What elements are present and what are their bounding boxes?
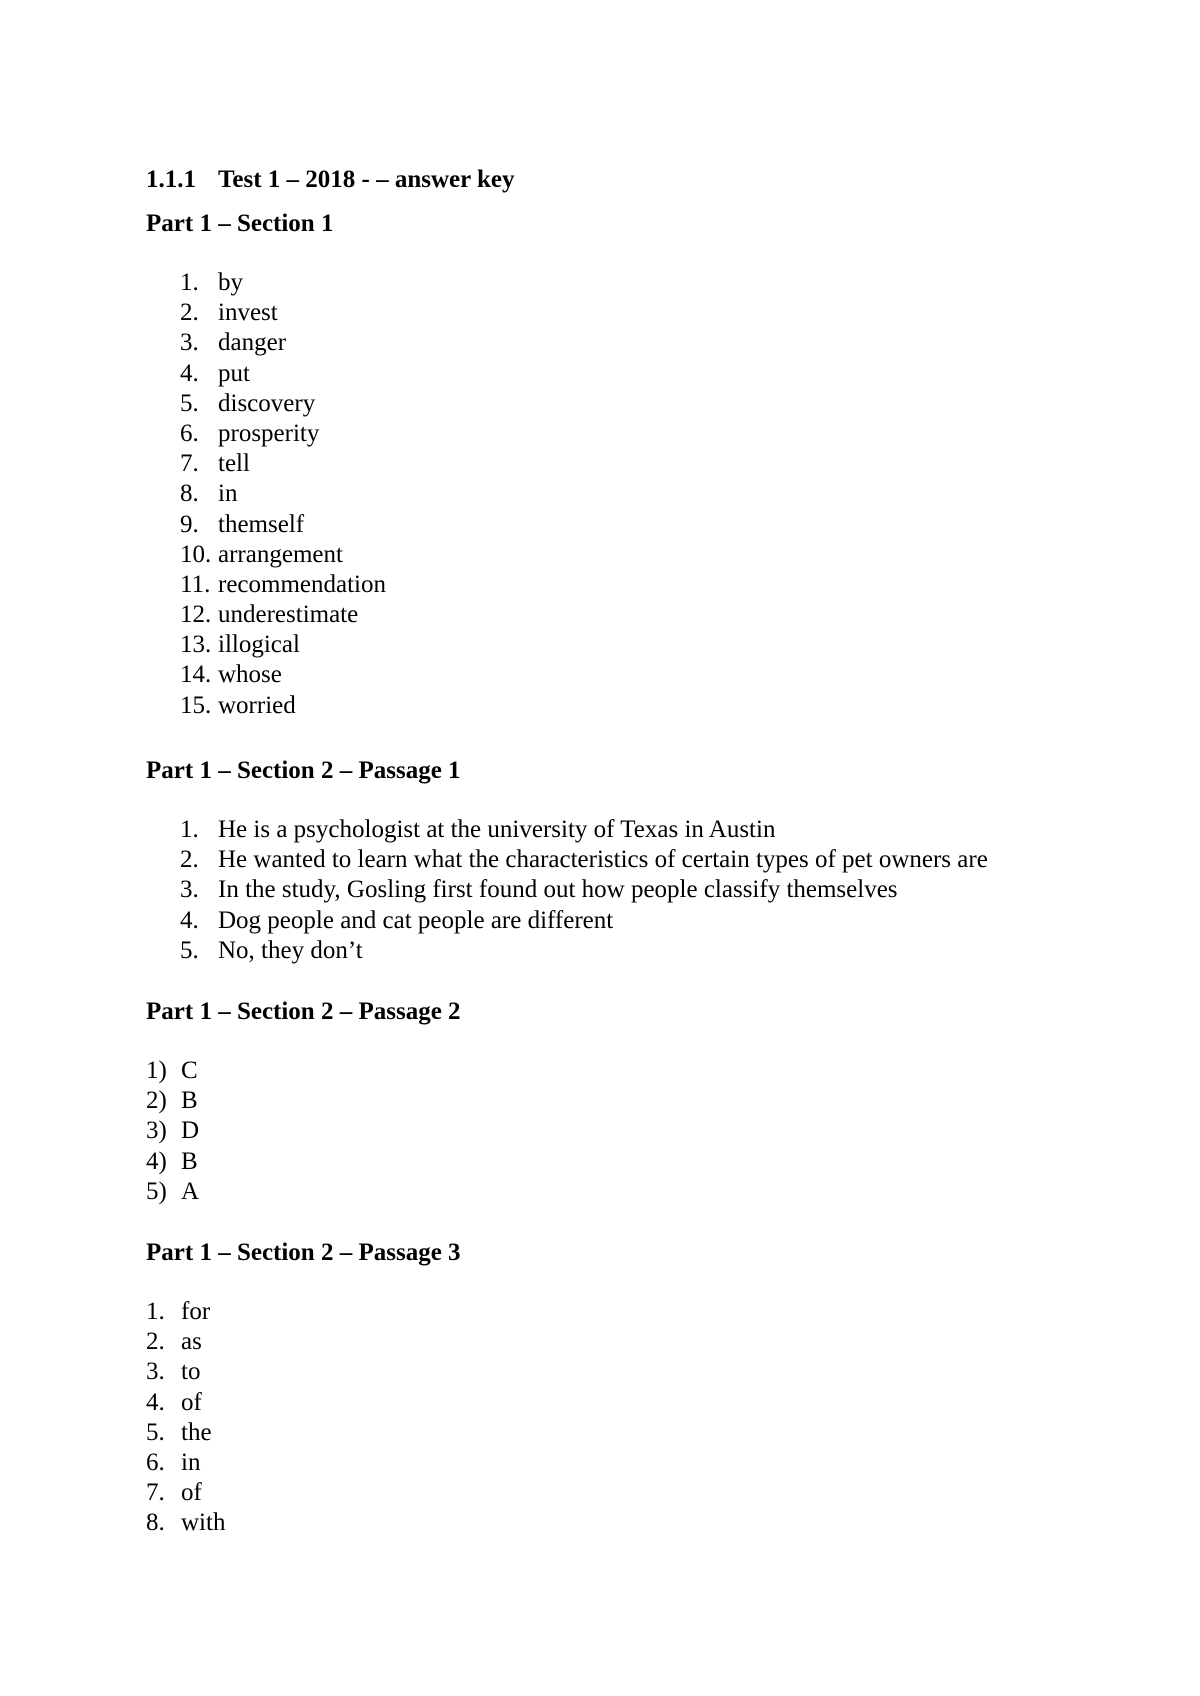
- item-number: 1.: [180, 816, 199, 843]
- item-number: 6.: [146, 1448, 165, 1476]
- item-number: 5.: [180, 936, 199, 964]
- item-number: 15.: [180, 691, 212, 719]
- item-number: 4.: [146, 1388, 165, 1416]
- item-answer: discovery: [218, 389, 316, 417]
- item-answer: for: [181, 1298, 211, 1325]
- item-number: 8.: [146, 1509, 165, 1537]
- item-answer: put: [218, 359, 250, 387]
- item-answer: recommendation: [218, 570, 386, 598]
- item-number: 13.: [180, 631, 212, 659]
- item-number: 5.: [180, 389, 199, 417]
- item-number: 7.: [146, 1479, 165, 1507]
- item-number: 9.: [180, 510, 199, 538]
- item-answer: He is a psychologist at the university of Texas in Austin: [218, 816, 776, 843]
- item-answer: to: [181, 1358, 201, 1386]
- section-heading-part1-section1: Part 1 – Section 1: [146, 210, 334, 237]
- item-answer: with: [181, 1509, 226, 1537]
- item-answer: He wanted to learn what the characteristics of certain types of pet owners are: [218, 846, 988, 874]
- item-number: 1): [146, 1057, 167, 1084]
- item-answer: of: [181, 1479, 202, 1507]
- item-number: 4): [146, 1147, 167, 1175]
- title-number: 1.1.1: [146, 166, 196, 193]
- item-number: 5): [146, 1177, 167, 1205]
- item-answer: tell: [218, 450, 250, 478]
- item-number: 12.: [180, 601, 212, 629]
- section-heading-passage2: Part 1 – Section 2 – Passage 2: [146, 998, 461, 1025]
- item-answer: In the study, Gosling first found out how people classify themselves: [218, 876, 898, 904]
- section-heading-passage3: Part 1 – Section 2 – Passage 3: [146, 1239, 461, 1266]
- item-answer: C: [181, 1057, 198, 1084]
- item-number: 8.: [180, 480, 199, 508]
- item-answer: in: [218, 480, 238, 508]
- document-title: [146, 166, 515, 194]
- item-answer: Dog people and cat people are different: [218, 906, 614, 934]
- item-number: 1.: [180, 269, 199, 296]
- section-heading-passage1: Part 1 – Section 2 – Passage 1: [146, 757, 461, 784]
- item-number: 3): [146, 1117, 167, 1145]
- item-answer: danger: [218, 329, 287, 357]
- item-number: 4.: [180, 906, 199, 934]
- item-answer: whose: [218, 661, 282, 689]
- item-number: 10.: [180, 540, 212, 568]
- item-number: 3.: [180, 329, 199, 357]
- item-answer: B: [181, 1087, 198, 1115]
- item-number: 7.: [180, 450, 199, 478]
- item-number: 2.: [146, 1328, 165, 1356]
- item-number: 4.: [180, 359, 199, 387]
- item-number: 2.: [180, 846, 199, 874]
- item-answer: No, they don’t: [218, 936, 363, 964]
- item-answer: the: [181, 1418, 212, 1446]
- item-answer: invest: [218, 299, 278, 327]
- item-answer: underestimate: [218, 601, 359, 629]
- item-answer: B: [181, 1147, 198, 1175]
- item-number: 14.: [180, 661, 212, 689]
- item-answer: illogical: [218, 631, 300, 659]
- item-answer: of: [181, 1388, 202, 1416]
- item-number: 5.: [146, 1418, 165, 1446]
- item-answer: worried: [218, 691, 296, 719]
- item-number: 2.: [180, 299, 199, 327]
- item-answer: D: [181, 1117, 200, 1145]
- item-answer: in: [181, 1448, 201, 1476]
- item-answer: themself: [218, 510, 305, 538]
- item-number: 11.: [180, 570, 211, 598]
- item-answer: A: [181, 1177, 200, 1205]
- item-answer: by: [218, 269, 243, 296]
- item-number: 3.: [180, 876, 199, 904]
- item-answer: as: [181, 1328, 202, 1356]
- item-answer: prosperity: [218, 419, 320, 447]
- item-number: 1.: [146, 1298, 165, 1325]
- title-text: Test 1 – 2018 - – answer key: [218, 166, 515, 193]
- item-number: 2): [146, 1087, 167, 1115]
- item-number: 3.: [146, 1358, 165, 1386]
- item-number: 6.: [180, 419, 199, 447]
- item-answer: arrangement: [218, 540, 343, 568]
